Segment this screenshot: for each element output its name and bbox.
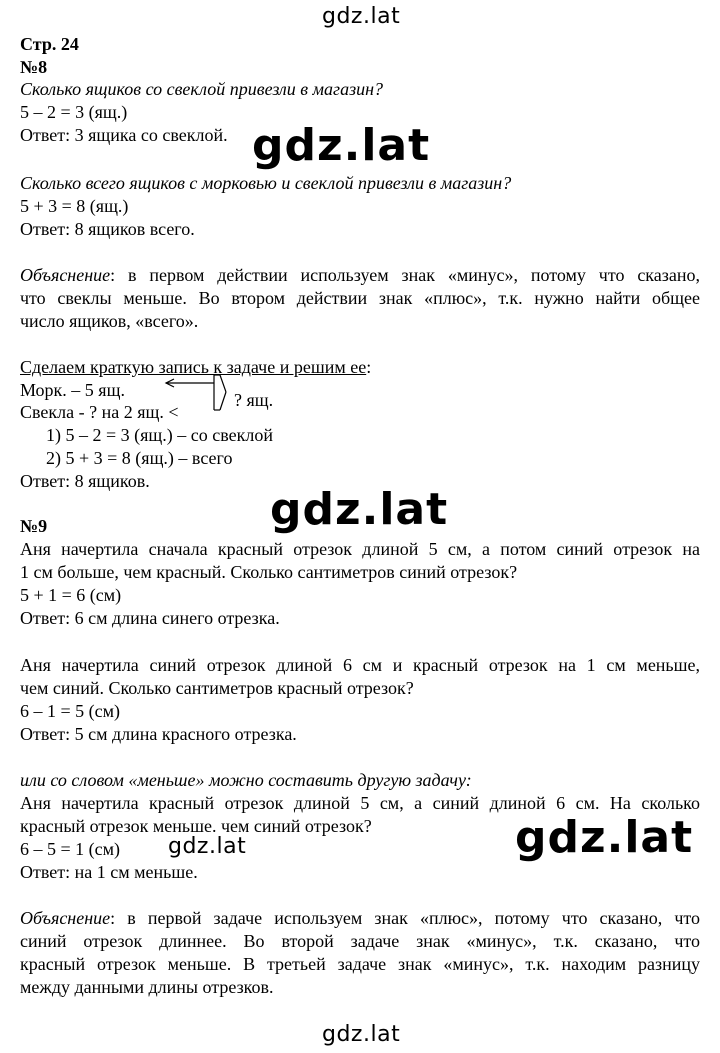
task8-question-2: Сколько всего ящиков с морковью и свеклой привезли в магазин? xyxy=(20,173,512,193)
task9-alternative-intro: или со словом «меньше» можно составить другую задачу: xyxy=(20,770,472,790)
task9-problem-2-line-1: Аня начертила синий отрезок длиной 6 см и красный отрезок на 1 см меньше, xyxy=(20,655,700,675)
explanation-label: Объяснение xyxy=(20,265,111,285)
task9-explanation-line-2: синий отрезок длиннее. Во второй задаче знак «минус», т.к. сказано, что xyxy=(20,931,700,951)
bracket-point-bottom xyxy=(220,392,226,410)
task-9-heading: №9 xyxy=(20,516,48,536)
task9-explanation-line-3: красный отрезок меньше. В третьей задаче знак «минус», т.к. находим разницу xyxy=(20,954,700,974)
task8-answer-2: Ответ: 8 ящиков всего. xyxy=(20,219,195,239)
explanation-text: : в первой задаче используем знак «плюс», потому что сказано, что xyxy=(110,908,700,928)
watermark-small-mid: gdz.lat xyxy=(168,834,247,859)
solution-step-2: 2) 5 + 3 = 8 (ящ.) – всего xyxy=(46,448,233,468)
task9-answer-1: Ответ: 6 см длина синего отрезка. xyxy=(20,608,280,628)
task9-explanation-line-4: между данными длины отрезков. xyxy=(20,977,274,997)
task8-final-answer: Ответ: 8 ящиков. xyxy=(20,471,150,491)
task8-question-1: Сколько ящиков со свеклой привезли в магазин? xyxy=(20,79,384,99)
task9-equation-1: 5 + 1 = 6 (см) xyxy=(20,585,122,605)
page-number-heading: Стр. 24 xyxy=(20,34,79,54)
short-record-mork: Морк. – 5 ящ. xyxy=(20,380,125,400)
task8-answer-1: Ответ: 3 ящика со свеклой. xyxy=(20,125,228,145)
short-record-heading-text: Сделаем краткую запись к задаче и решим ее xyxy=(20,357,367,377)
task8-equation-1: 5 – 2 = 3 (ящ.) xyxy=(20,102,128,122)
watermark-top: gdz.lat xyxy=(322,4,401,29)
task9-explanation-line-1 xyxy=(20,907,700,929)
task9-equation-2: 6 – 1 = 5 (см) xyxy=(20,701,121,721)
task9-problem-3-line-2: красный отрезок меньше. чем синий отрезок? xyxy=(20,816,372,836)
task9-answer-3: Ответ: на 1 см меньше. xyxy=(20,862,198,882)
task8-explanation-line-3: число ящиков, «всего». xyxy=(20,311,199,331)
task8-explanation-line-2: что свеклы меньше. Во втором действии знак «плюс», т.к. нужно найти общее xyxy=(20,288,700,308)
task9-problem-3-line-1: Аня начертила красный отрезок длиной 5 см, а синий длиной 6 см. На сколько xyxy=(20,793,700,813)
task9-answer-2: Ответ: 5 см длина красного отрезка. xyxy=(20,724,297,744)
watermark-right: gdz.lat xyxy=(515,812,694,863)
watermark-mid-1: gdz.lat xyxy=(252,120,431,171)
task9-problem-1-line-1: Аня начертила сначала красный отрезок длиной 5 см, а потом синий отрезок на xyxy=(20,539,700,559)
short-record-heading-colon: : xyxy=(366,357,372,377)
task9-problem-2-line-2: чем синий. Сколько сантиметров красный отрезок? xyxy=(20,678,414,698)
task-8-heading: №8 xyxy=(20,57,48,77)
watermark-mid-2: gdz.lat xyxy=(270,484,449,535)
short-record-total-question: ? ящ. xyxy=(234,390,274,410)
bracket-point-top xyxy=(220,375,226,392)
explanation-label: Объяснение xyxy=(20,908,111,928)
task9-problem-1-line-2: 1 см больше, чем красный. Сколько сантиметров синий отрезок? xyxy=(20,562,518,582)
explanation-text: : в первом действии используем знак «минус», потому что сказано, xyxy=(110,265,700,285)
task9-equation-3: 6 – 5 = 1 (см) xyxy=(20,839,121,859)
watermark-bottom: gdz.lat xyxy=(322,1022,401,1047)
task8-equation-2: 5 + 3 = 8 (ящ.) xyxy=(20,196,129,216)
solution-step-1: 1) 5 – 2 = 3 (ящ.) – со свеклой xyxy=(46,425,273,445)
short-record-svekla: Свекла - ? на 2 ящ. < xyxy=(20,402,179,422)
